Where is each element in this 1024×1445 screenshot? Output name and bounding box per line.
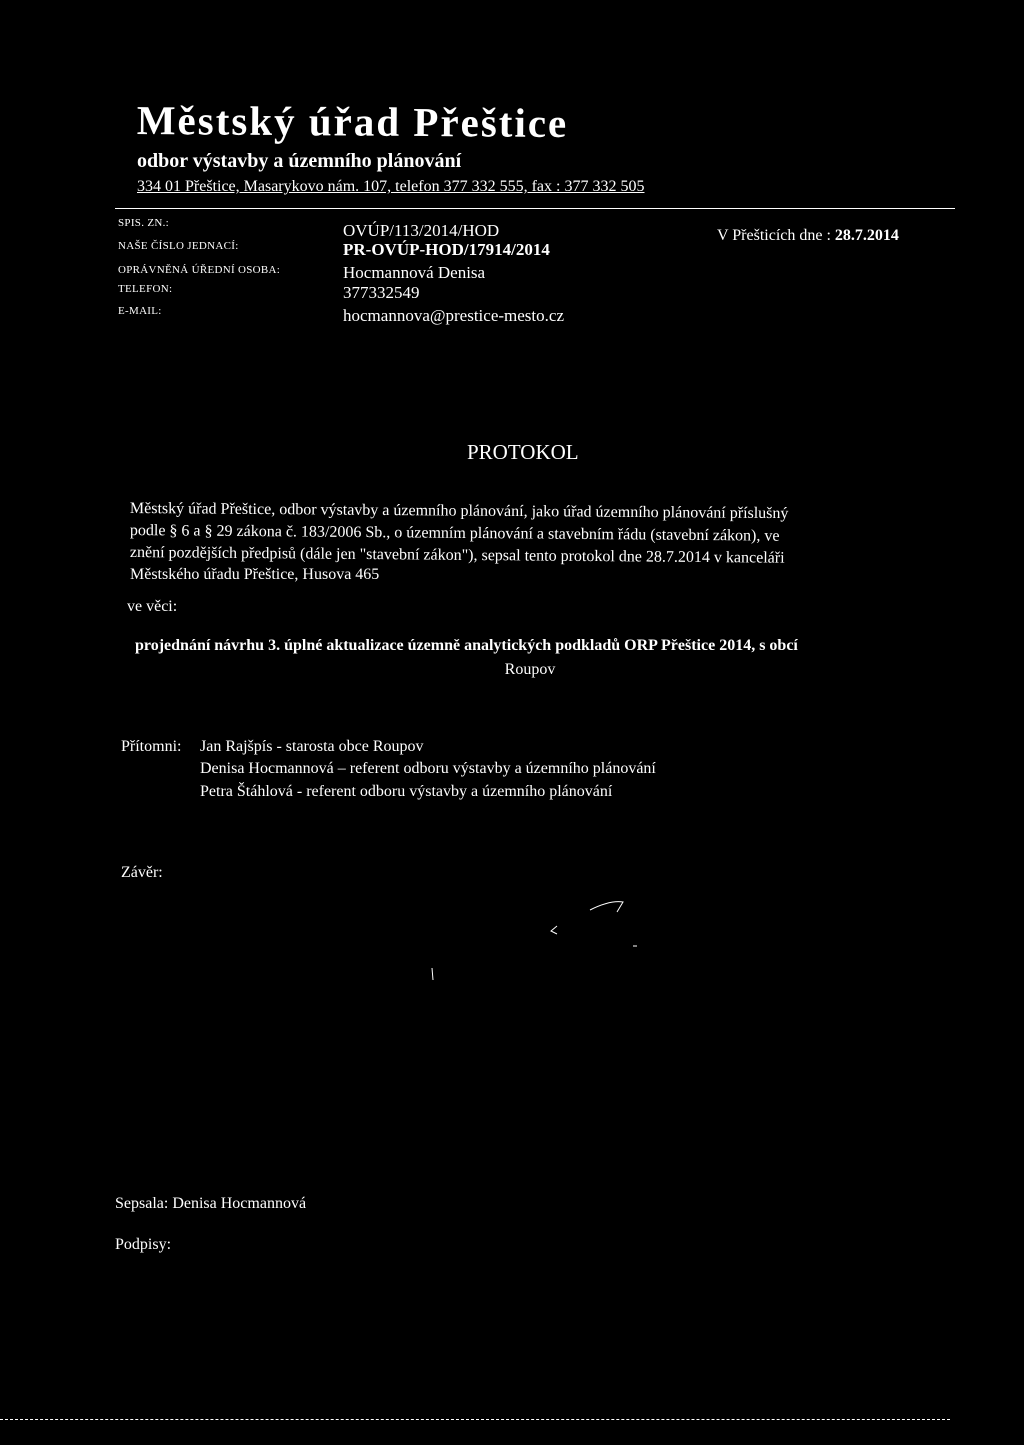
spis-label: SPIS. ZN.: — [118, 217, 169, 229]
date-prefix: V Přešticích dne : — [717, 227, 831, 244]
spis-value: OVÚP/113/2014/HOD — [343, 221, 500, 240]
paragraph-line: znění pozdějších předpisů (dále jen "stavební zákon"), sepsal tento protokol dne 28.7.2014 v kanceláři — [129, 544, 785, 567]
cislo-label: NAŠE ČÍSLO JEDNACÍ: — [118, 240, 239, 252]
department-name: odbor výstavby a územního plánování — [137, 150, 462, 172]
pritomni-label: Přítomni: — [121, 738, 182, 755]
osoba-label: OPRÁVNĚNÁ ÚŘEDNÍ OSOBA: — [118, 264, 281, 276]
office-title: Městský úřad Přeštice — [136, 96, 569, 147]
attendee: Jan Rajšpís - starosta obce Roupov — [200, 738, 424, 755]
date-value: 28.7.2014 — [834, 227, 899, 244]
stray-mark — [428, 965, 438, 985]
attendee: Petra Štáhlová - referent odboru výstavby a územního plánování — [200, 783, 613, 800]
subject-block — [135, 634, 925, 682]
signature-mark — [545, 896, 650, 956]
page-bottom-dashes — [0, 1419, 950, 1420]
paragraph-line: Městského úřadu Přeštice, Husova 465 — [130, 566, 380, 583]
cislo-value: PR-OVÚP-HOD/17914/2014 — [343, 240, 550, 259]
paragraph-line: Městský úřad Přeštice, odbor výstavby a územního plánování, jako úřad územního plánování příslušný — [129, 500, 789, 523]
office-address: 334 01 Přeštice, Masarykovo nám. 107, telefon 377 332 555, fax : 377 332 505 — [137, 178, 645, 195]
osoba-value: Hocmannová Denisa — [343, 263, 486, 282]
podpisy-label: Podpisy: — [115, 1236, 172, 1253]
attendee: Denisa Hocmannová – referent odboru výstavby a územního plánování — [200, 760, 656, 777]
email-value: hocmannova@prestice-mesto.cz — [343, 306, 564, 325]
document-date — [717, 227, 899, 245]
subject-line-2: Roupov — [504, 661, 556, 678]
document-title: PROTOKOL — [467, 440, 579, 464]
header-divider — [115, 208, 955, 209]
ve-veci-label: ve věci: — [127, 598, 178, 615]
subject-line: projednání návrhu 3. úplné aktualizace územně analytických podkladů ORP Přeštice 2014, s obcí — [135, 637, 798, 654]
email-label: E-MAIL: — [118, 305, 162, 317]
paragraph-line: podle § 6 a § 29 zákona č. 183/2006 Sb., o územním plánování a stavebním řádu (stavební zákon), ve — [129, 522, 780, 545]
zaver-label: Závěr: — [121, 864, 163, 881]
telefon-label: TELEFON: — [118, 283, 173, 295]
sepsala-line: Sepsala: Denisa Hocmannová — [115, 1195, 307, 1212]
telefon-value: 377332549 — [343, 283, 420, 302]
